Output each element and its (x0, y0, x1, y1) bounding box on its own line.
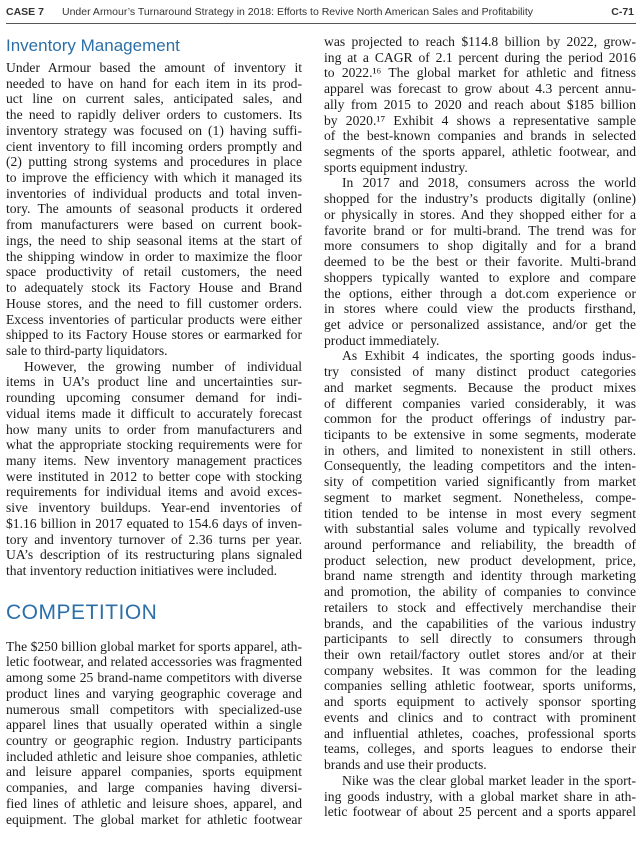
text-line: apparel lines that usually operated within a single (6, 717, 302, 733)
inventory-paragraph-1 (6, 60, 302, 359)
text-line: favorite brand or for multi-brand. The trend was for (324, 222, 636, 238)
text-line: uct line on current sales, anticipated sales, and (6, 91, 302, 107)
text-line: and market segments. Because the product mixes (324, 379, 636, 395)
text-line: with substantial sales volume and typically revolved (324, 521, 636, 537)
text-line: brand name strength and identity through marketing (324, 568, 636, 584)
text-line: in others, and limited to nonexistent in still others. (324, 442, 636, 458)
text-line: many items. New inventory management practices (6, 452, 302, 468)
text-line: ing at a CAGR of 2.1 percent during the period 2016 (324, 49, 636, 65)
text-line: to improve the efficiency with which it managed its (6, 170, 302, 186)
text-line: were instituted in 2012 to better cope with stocking (6, 468, 302, 484)
market-growth-paragraph (324, 34, 636, 175)
text-line: of different companies varied considerably, it was (324, 395, 636, 411)
text-line: what the appropriate stocking requirements were for (6, 437, 302, 453)
text-line: sity of competition varied significantly from market (324, 474, 636, 490)
text-line: rounding upcoming consumer demand for indi- (6, 390, 302, 406)
text-line: get advice or personalized assistance, and/or get the (324, 316, 636, 332)
text-line: the options, either through a dot.com experience or (324, 285, 636, 301)
text-line: participants to sell directly to consumers through (324, 631, 636, 647)
text-line: segment to market segment. Nonetheless, compe- (324, 489, 636, 505)
text-line: letic footwear, and related accessories was fragmented (6, 654, 302, 670)
text-line: Under Armour based the amount of inventory it (6, 60, 302, 75)
text-line: sive inventory buildups. Year-end inventories of (6, 500, 302, 516)
text-line: that inventory reduction initiatives were included. (6, 563, 278, 578)
text-line: numerous small competitors with specialized-use (6, 701, 302, 717)
text-line: or physically in stores. And they shopped either for a (324, 206, 636, 222)
text-line: As Exhibit 4 indicates, the sporting goods indus- (342, 348, 636, 364)
text-line: Consequently, the leading competitors and the inten- (324, 458, 636, 474)
text-line: The $250 billion global market for sports apparel, ath- (6, 638, 302, 654)
segments-paragraph (324, 348, 636, 772)
text-line: companies, and large companies having diversi- (6, 780, 302, 796)
text-line: teams, colleges, and sports leagues to endorse their (324, 741, 636, 757)
text-line: companies selling athletic footwear, sports uniforms, (324, 678, 636, 694)
text-line: letic footwear of about 25 percent and a sports apparel (324, 804, 636, 820)
text-line: from manufacturers were based on current book- (6, 217, 302, 233)
running-header (6, 4, 636, 22)
text-line: how many units to order from manufacturers and (6, 421, 302, 437)
text-line: cient inventory to fill incoming orders promptly and (6, 138, 302, 154)
header-divider (6, 23, 636, 24)
inventory-management-heading: Inventory Management (6, 36, 180, 55)
text-line: among some 25 brand-name competitors with diverse (6, 670, 302, 686)
text-line: in stores where could view the products firsthand, (324, 301, 636, 317)
text-line: requirements for individual items and avoid exces- (6, 484, 302, 500)
text-line: events and clinics and to contract with prominent (324, 709, 636, 725)
competition-heading: COMPETITION (6, 600, 158, 624)
text-line: tory and inventory turnover of 2.36 turns per year. (6, 531, 302, 547)
text-line: and sports equipment to actively sponsor sporting (324, 694, 636, 710)
nike-paragraph (324, 773, 636, 820)
text-line: common for the product offerings of industry par- (324, 411, 636, 427)
case-title: Under Armour’s Turnaround Strategy in 2018: Efforts to Revive North American Sales and Profitability (62, 6, 533, 18)
text-line: sports equipment industry. (324, 159, 468, 175)
text-line: retailers to stock and effectively merchandise their (324, 599, 636, 615)
text-line: and influential athletes, coaches, professional sports (324, 725, 636, 741)
right-column (324, 34, 636, 820)
text-line: of the best-known companies and brands in selected (324, 128, 636, 144)
text-line: ings, the need to ship seasonal items at the start of (6, 232, 302, 248)
text-line: and promotion, the ability of companies to convince (324, 584, 636, 600)
text-line: equipment. The global market for athletic footwear (6, 811, 302, 827)
text-line: vidual items made it difficult to accurately forecast (6, 405, 302, 421)
text-line: to adequately stock its Factory House and Brand (6, 280, 302, 296)
text-line: company websites. It was common for the leading (324, 662, 636, 678)
text-line: House stores, and the need to fill customer orders. (6, 295, 302, 311)
text-line: was projected to reach $114.8 billion by 2022, grow- (324, 34, 636, 49)
text-line: product lines and varying geographic coverage and (6, 685, 302, 701)
text-line: deemed to be the best or their favorite. Multi-brand (324, 254, 636, 270)
page-number: C-71 (611, 6, 634, 18)
inventory-paragraph-2 (6, 359, 302, 579)
text-line: the need to rapidly deliver orders to customers. Its (6, 107, 302, 123)
text-line: inventories of individual products and total inven- (6, 185, 302, 201)
competition-paragraph-1 (6, 639, 302, 828)
text-line: Excess inventories of particular products were either (6, 311, 302, 327)
text-line: more consumers to shop digitally and for a brand (324, 238, 636, 254)
text-line: segments of the sports apparel, athletic footwear, and (324, 144, 636, 160)
text-line: brands and use their products. (324, 757, 487, 773)
text-line: Nike was the clear global market leader in the sport- (342, 772, 636, 788)
text-line: sale to third-party liquidators. (6, 342, 168, 358)
text-line: try consisted of many distinct product categories (324, 364, 636, 380)
text-line: However, the growing number of individual (24, 358, 302, 374)
text-line: needed to have on hand for each item in its prod- (6, 75, 302, 91)
text-line: and leisure apparel companies, sports equipment (6, 764, 302, 780)
case-label: CASE 7 (6, 6, 44, 18)
text-line: product immediately. (324, 332, 440, 348)
text-line: country or geographic region. Industry participants (6, 733, 302, 749)
text-line: (2) putting strong systems and procedures in place (6, 154, 302, 170)
text-line: the shipping window in order to maximize the floor (6, 248, 302, 264)
text-line: tory. The amounts of seasonal products it ordered (6, 201, 302, 217)
text-line: In 2017 and 2018, consumers across the world (342, 175, 636, 191)
text-line: included athletic and leisure shoe companies, athletic (6, 748, 302, 764)
text-line: shopped for the industry’s products digitally (online) (324, 191, 636, 207)
text-line: tition tended to be intense in most every segment (324, 505, 636, 521)
text-line: brands, and the capabilities of the various industry (324, 615, 636, 631)
text-line: around performance and reliability, the breadth of (324, 537, 636, 552)
text-line: to 2022.¹⁶ The global market for athletic and fitness (324, 65, 636, 81)
text-line: their own retail/factory outlet stores and/or at their (324, 647, 636, 663)
text-line: inventory strategy was focused on (1) having suffi- (6, 122, 302, 138)
text-line: space productivity of retail customers, the need (6, 264, 302, 280)
text-line: UA’s description of its restructuring plans signaled (6, 547, 302, 563)
text-line: ally from 2015 to 2020 and reach about $185 billion (324, 96, 636, 112)
left-column (6, 34, 302, 827)
text-line: product selection, new product development, price, (324, 552, 636, 568)
text-line: ticipants to be extensive in some segments, moderate (324, 426, 636, 442)
shopping-trends-paragraph (324, 175, 636, 348)
text-line: ing goods industry, with a global market share in ath- (324, 788, 636, 804)
text-line: shipped to its Factory House stores or earmarked for (6, 327, 302, 343)
text-line: shoppers typically wanted to explore and compare (324, 269, 636, 285)
text-line: $1.16 billion in 2017 equated to 154.6 days of inven- (6, 515, 302, 531)
text-line: items in UA’s product line and uncertainties sur- (6, 374, 302, 390)
text-line: by 2020.¹⁷ Exhibit 4 shows a representative sample (324, 112, 636, 128)
text-line: apparel was forecast to grow about 4.3 percent annu- (324, 81, 636, 97)
text-line: fied lines of athletic and leisure shoes, apparel, and (6, 795, 302, 811)
